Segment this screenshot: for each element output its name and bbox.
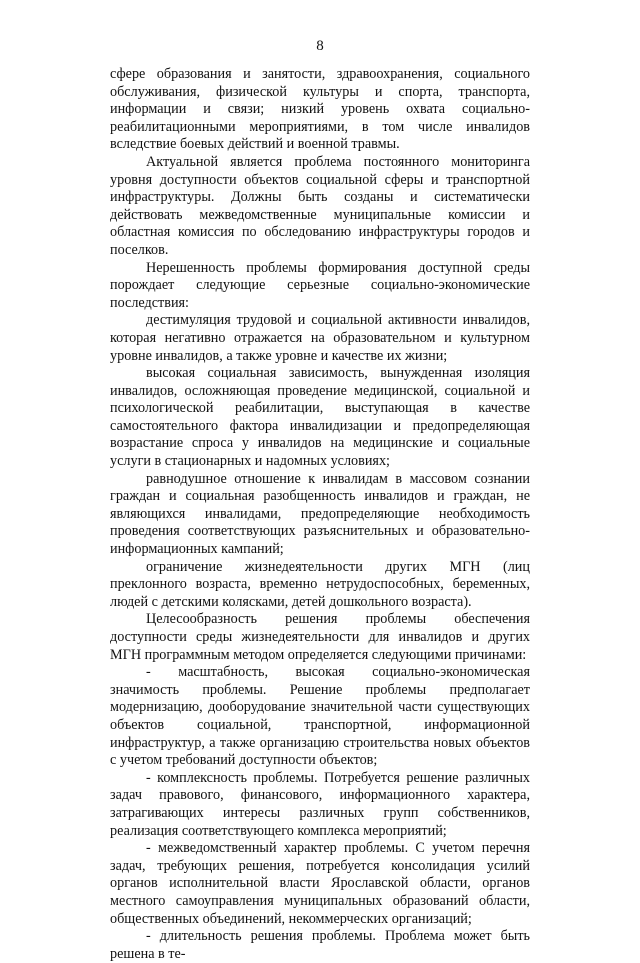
paragraph-consequences-intro: Нерешенность проблемы формирования доступной среды порождает следующие серьезные социально-экономические последствия: bbox=[110, 259, 530, 311]
paragraph-consequence-4: ограничение жизнедеятельности других МГН (лиц преклонного возраста, временно нетрудоспособных, беременных, людей с детскими колясками, детей дошкольного возраста). bbox=[110, 558, 530, 610]
paragraph-consequence-1: дестимуляция трудовой и социальной активности инвалидов, которая негативно отражается на образовательном и культурном уровне инвалидов, а также уровне и качестве их жизни; bbox=[110, 312, 530, 364]
paragraph-continuation: сфере образования и занятости, здравоохранения, социального обслуживания, физической культуры и спорта, транспорта, информации и связи; низкий уровень охвата социально-реабилитационными мероприятиями, в том числе инвалидов вследствие боевых действий и военной травмы. bbox=[110, 66, 530, 153]
paragraph-reason-4: - длительность решения проблемы. Проблема может быть решена в те- bbox=[110, 928, 530, 962]
paragraph-reasons-intro: Целесообразность решения проблемы обеспечения доступности среды жизнедеятельности для инвалидов и других МГН программным методом определяется следующими причинами: bbox=[110, 611, 530, 663]
document-body bbox=[110, 66, 530, 963]
paragraph-reason-2: - комплексность проблемы. Потребуется решение различных задач правового, финансового, информационного характера, затрагивающих интересы различных групп собственников, реализация соответствующего комплекса мероприятий; bbox=[110, 769, 530, 839]
paragraph-consequence-3: равнодушное отношение к инвалидам в массовом сознании граждан и социальная разобщенность инвалидов и граждан, не являющихся инвалидами, предопределяющие необходимость проведения соответствующих разъяснительных и образовательно-информационных кампаний; bbox=[110, 470, 530, 558]
page-number: 8 bbox=[316, 38, 324, 54]
paragraph-consequence-2: высокая социальная зависимость, вынужденная изоляция инвалидов, осложняющая проведение медицинской, социальной и психологической реабилитации, выступающая в качестве самостоятельного фактора инвалидизации и предопределяющая возрастание спроса у инвалидов на медицинские и социальные услуги в стационарных и надомных условиях; bbox=[110, 365, 530, 470]
paragraph-reason-1: - масштабность, высокая социально-экономическая значимость проблемы. Решение проблемы предполагает модернизацию, дооборудование значительной части существующих объектов социальной, транспортной, информационной инфраструктур, а также организацию строительства новых объектов с учетом требований доступности объектов; bbox=[110, 664, 530, 769]
paragraph-monitoring: Актуальной является проблема постоянного мониторинга уровня доступности объектов социальной сферы и транспортной инфраструктуры. Должны быть созданы и систематически действовать межведомственные муниципальные комиссии и областная комиссия по обследованию инфраструктуры городов и поселков. bbox=[110, 153, 530, 258]
paragraph-reason-3: - межведомственный характер проблемы. С учетом перечня задач, требующих решения, потребуется консолидация усилий органов исполнительной власти Ярославской области, органов местного самоуправления муниципальных образований области, общественных объединений, некоммерческих организаций; bbox=[110, 840, 530, 927]
